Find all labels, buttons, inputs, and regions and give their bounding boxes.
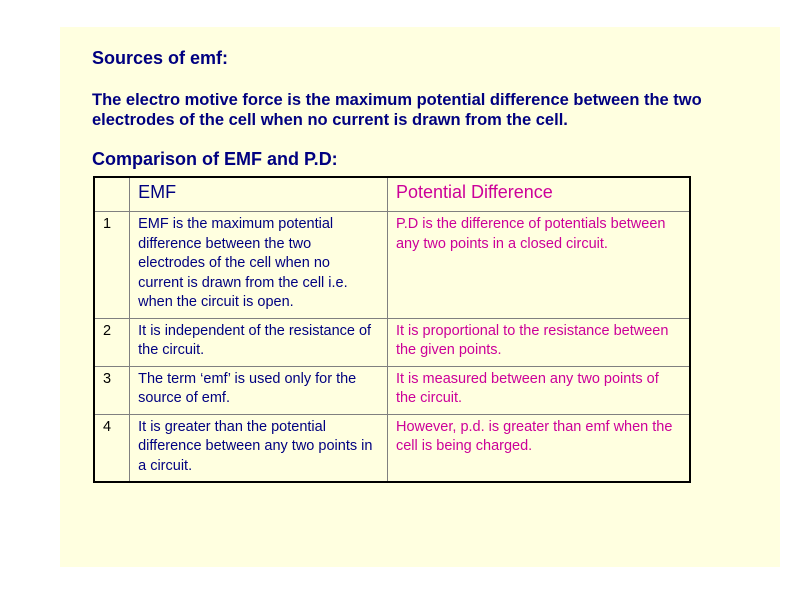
table-header-row [94, 177, 690, 212]
emf-cell: It is independent of the resistance of the circuit. [130, 318, 388, 366]
row-number: 1 [94, 212, 130, 319]
pd-cell: It is proportional to the resistance between the given points. [387, 318, 690, 366]
table-row [94, 212, 690, 319]
row-number: 3 [94, 366, 130, 414]
emf-cell: The term ‘emf’ is used only for the source of emf. [130, 366, 388, 414]
comparison-table [93, 176, 691, 483]
definition-paragraph: The electro motive force is the maximum potential difference between the two electrodes of the cell when no current is drawn from the cell. [92, 91, 702, 129]
header-num [94, 177, 130, 212]
row-number: 4 [94, 414, 130, 482]
slide-heading: Sources of emf: [92, 48, 229, 68]
header-emf: EMF [130, 177, 388, 212]
emf-cell: It is greater than the potential difference between any two points in a circuit. [130, 414, 388, 482]
header-pd: Potential Difference [387, 177, 690, 212]
emf-cell: EMF is the maximum potential difference between the two electrodes of the cell when no current is drawn from the cell i.e. when the circuit is open. [130, 212, 388, 319]
pd-cell: However, p.d. is greater than emf when the cell is being charged. [387, 414, 690, 482]
pd-cell: It is measured between any two points of the circuit. [387, 366, 690, 414]
table-row [94, 366, 690, 414]
table-row [94, 318, 690, 366]
comparison-heading: Comparison of EMF and P.D: [92, 149, 338, 169]
table-row [94, 414, 690, 482]
row-number: 2 [94, 318, 130, 366]
pd-cell: P.D is the difference of potentials between any two points in a closed circuit. [387, 212, 690, 319]
